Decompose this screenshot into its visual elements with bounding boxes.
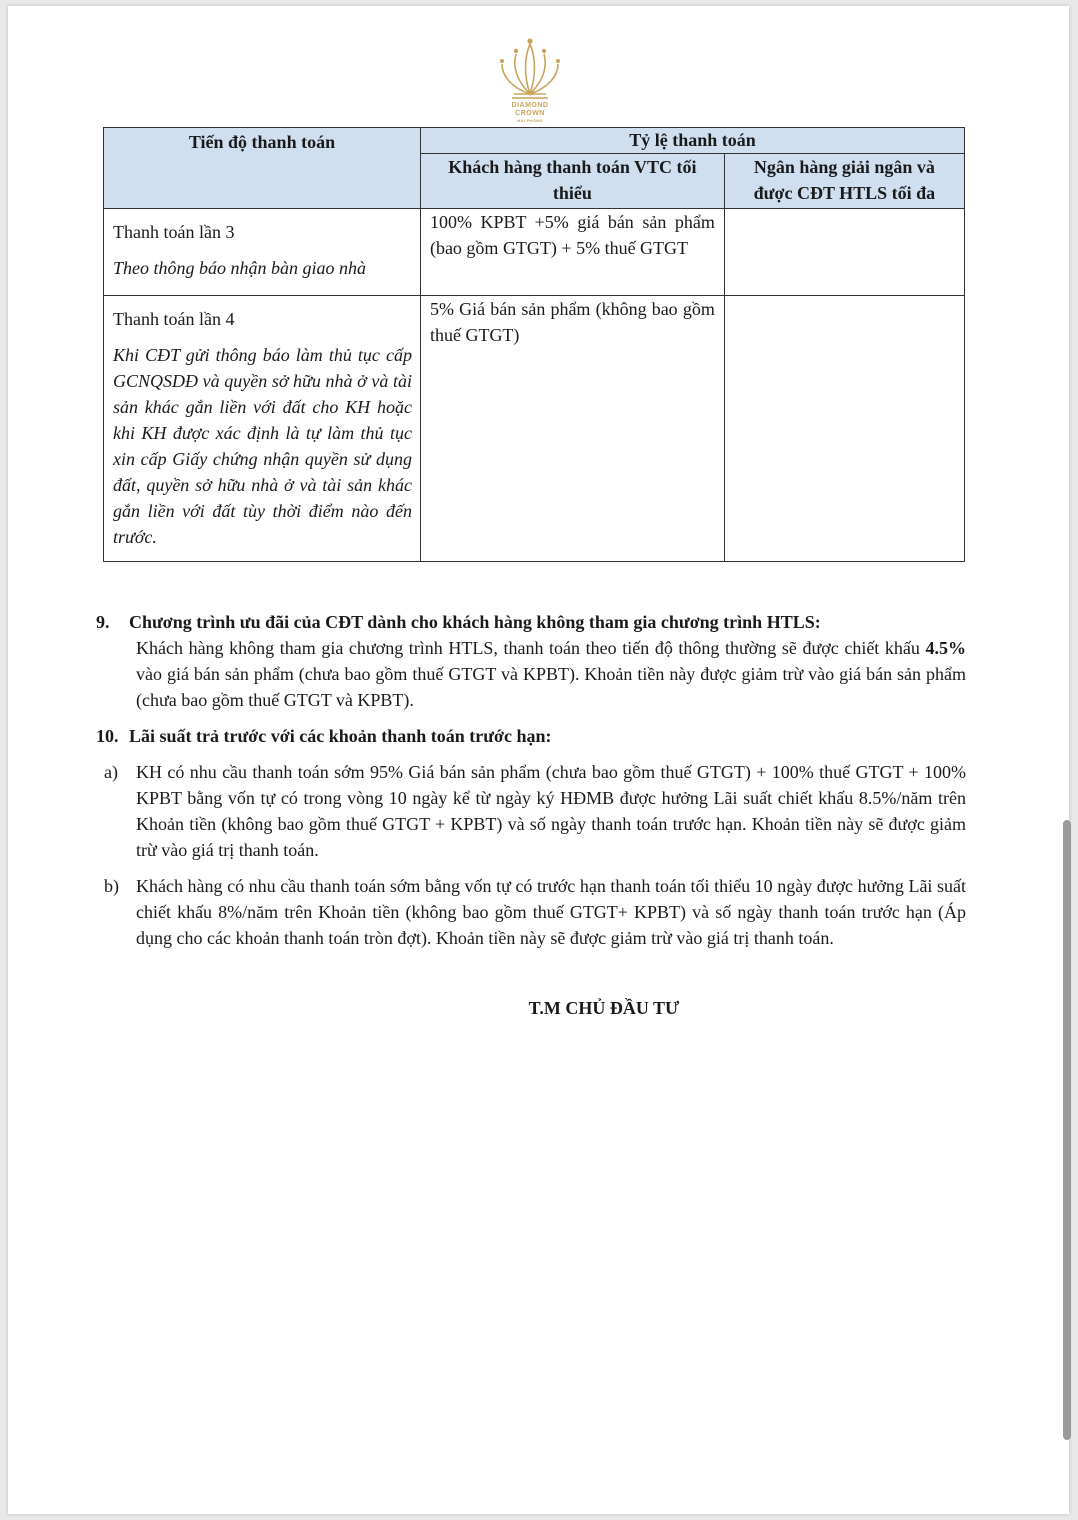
scrollbar-thumb[interactable] [1063,820,1071,1440]
section-10 [96,723,966,951]
header-payment-progress: Tiến độ thanh toán [104,128,421,209]
table-header-row [104,128,965,154]
section-9 [96,609,966,713]
stage-note: Khi CĐT gửi thông báo làm thủ tục cấp GCNQSDĐ và quyền sở hữu nhà ở và tài sản khác gắn liền với đất cho KH hoặc khi KH được xác định là tự làm thủ tục xin cấp Giấy chứng nhận quyền sử dụng đất, quyền sở hữu nhà ở và tài sản khác gắn liền với đất tùy thời điểm nào đến trước. [113,345,412,547]
section-9-title: Chương trình ưu đãi của CĐT dành cho khách hàng không tham gia chương trình HTLS: [129,612,821,632]
header-payment-ratio: Tỷ lệ thanh toán [420,128,964,154]
customer-rate-cell: 5% Giá bán sản phẩm (không bao gồm thuế GTGT) [420,296,724,562]
header-customer-min: Khách hàng thanh toán VTC tối thiểu [420,154,724,209]
stage-title: Thanh toán lần 4 [113,309,235,329]
list-marker: b) [104,876,119,896]
section-10-title: Lãi suất trả trước với các khoản thanh toán trước hạn: [129,726,552,746]
payment-schedule-table [103,127,965,562]
stage-cell [104,209,421,296]
document-page [8,6,1069,1514]
section-9-body [136,635,966,713]
logo-text-line1: DIAMOND [511,102,549,109]
bank-rate-cell [724,296,964,562]
section-9-number: 9. [96,612,110,632]
list-item [96,759,966,863]
signature-title: T.M CHỦ ĐẦU TƯ [528,998,680,1018]
list-marker: a) [104,762,118,782]
discount-rate: 4.5% [925,638,966,658]
customer-rate-cell: 100% KPBT +5% giá bán sản phẩm (bao gồm GTGT) + 5% thuế GTGT [420,209,724,296]
section-9-text-after: vào giá bán sản phẩm (chưa bao gồm thuế GTGT và KPBT). Khoản tiền này được giảm trừ vào giá bán sản phẩm (chưa bao gồm thuế GTGT và KPBT). [136,664,966,710]
stage-note: Theo thông báo nhận bàn giao nhà [113,258,367,278]
stage-cell [104,296,421,562]
list-text: Khách hàng có nhu cầu thanh toán sớm bằng vốn tự có trước hạn thanh toán tối thiểu 10 ngày được hưởng Lãi suất chiết khấu 8%/năm trên Khoản tiền (không bao gồm thuế GTGT+ KPBT) và số ngày thanh toán trước hạn (Áp dụng cho các khoản thanh toán tròn đợt). Khoản tiền này sẽ được giảm trừ vào giá trị thanh toán. [136,876,966,948]
diamond-crown-logo [494,36,566,126]
section-10-number: 10. [96,726,119,746]
section-9-heading [96,609,966,635]
stage-title: Thanh toán lần 3 [113,222,235,242]
logo-text-line2: CROWN [515,110,545,117]
table-row [104,296,965,562]
header-bank-max: Ngân hàng giải ngân và được CĐT HTLS tối đa [724,154,964,209]
table-row [104,209,965,296]
section-10-heading [96,723,966,749]
bank-rate-cell [724,209,964,296]
logo-text-line3: HAI PHONG [517,118,543,123]
list-item [96,873,966,951]
section-9-text-before: Khách hàng không tham gia chương trình HTLS, thanh toán theo tiến độ thông thường sẽ được chiết khấu [136,638,926,658]
crown-icon [494,36,566,102]
list-text: KH có nhu cầu thanh toán sớm 95% Giá bán sản phẩm (chưa bao gồm thuế GTGT) + 100% thuế GTGT + 100% KPBT bằng vốn tự có trong vòng 10 ngày kể từ ngày ký HĐMB được hưởng Lãi suất chiết khấu 8.5%/năm trên Khoản tiền (không bao gồm thuế GTGT + KPBT) và số ngày thanh toán trước hạn. Khoản tiền này sẽ được giảm trừ vào giá trị thanh toán. [136,762,966,860]
